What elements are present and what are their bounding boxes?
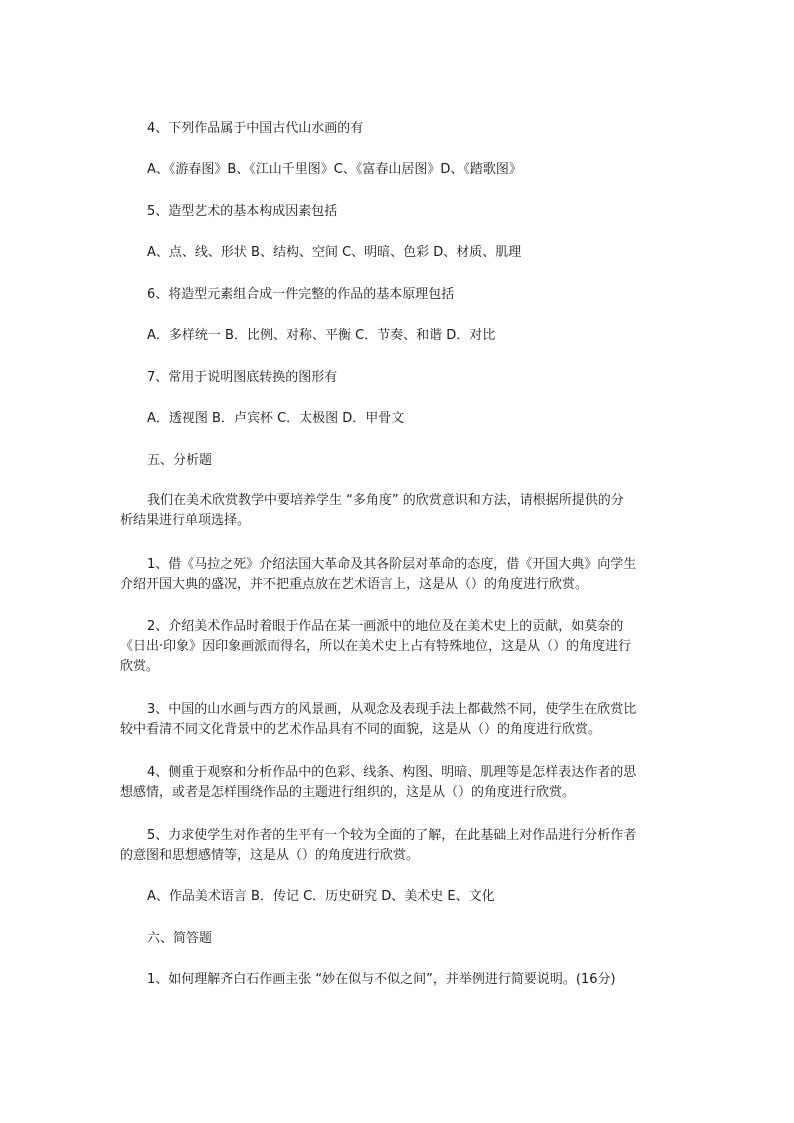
- analysis-item-4-line-1: 4、侧重于观察和分析作品中的色彩、线条、构图、明暗、肌理等是怎样表达作者的思: [147, 765, 637, 780]
- section-5-heading: 五、分析题: [147, 453, 213, 468]
- analysis-options: A、作品美术语言 B．传记 C．历史研究 D、美术史 E、文化: [147, 889, 495, 904]
- analysis-item-4-line-2: 想感情，或者是怎样围绕作品的主题进行组织的，这是从（）的角度进行欣赏。: [120, 785, 576, 800]
- analysis-item-3-line-2: 较中看清不同文化背景中的艺术作品具有不同的面貌，这是从（）的角度进行欣赏。: [120, 722, 602, 737]
- analysis-intro: [120, 491, 680, 531]
- analysis-item-1: [120, 555, 680, 595]
- analysis-item-4: [120, 763, 680, 803]
- analysis-item-2-line-1: 2、介绍美术作品时着眼于作品在某一画派中的地位及在美术史上的贡献，如莫奈的: [147, 619, 624, 634]
- analysis-item-1-line-1: 1、借《马拉之死》介绍法国大革命及其各阶层对革命的态度，借《开国大典》向学生: [147, 557, 637, 572]
- question-7-options: A．透视图 B．卢宾杯 C．太极图 D．甲骨文: [147, 411, 405, 426]
- analysis-item-3: [120, 700, 680, 740]
- question-6: 6、将造型元素组合成一件完整的作品的基本原理包括: [147, 287, 455, 302]
- question-6-options: A．多样统一 B．比例、对称、平衡 C．节奏、和谐 D．对比: [147, 328, 496, 343]
- analysis-item-2-line-3: 欣赏。: [120, 659, 160, 674]
- analysis-item-2-line-2: 《日出·印象》因印象画派而得名，所以在美术史上占有特殊地位，这是从（）的角度进行: [120, 639, 632, 654]
- analysis-item-1-line-2: 介绍开国大典的盛况，并不把重点放在艺术语言上，这是从（）的角度进行欣赏。: [120, 577, 589, 592]
- analysis-item-3-line-1: 3、中国的山水画与西方的风景画，从观念及表现手法上都截然不同，使学生在欣赏比: [147, 702, 637, 717]
- question-4: 4、下列作品属于中国古代山水画的有: [147, 121, 364, 136]
- question-5-options: A、点、线、形状 B、结构、空间 C、明暗、色彩 D、材质、肌理: [147, 245, 522, 260]
- analysis-item-2: [120, 617, 680, 677]
- short-answer-question-1: 1、如何理解齐白石作画主张 “妙在似与不似之间”，并举例进行简要说明。(16分): [147, 972, 616, 987]
- analysis-intro-line-2: 析结果进行单项选择。: [120, 513, 251, 528]
- analysis-item-5: [120, 826, 680, 866]
- analysis-item-5-line-1: 5、力求使学生对作者的生平有一个较为全面的了解，在此基础上对作品进行分析作者: [147, 828, 637, 843]
- question-4-options: A、《游春图》B、《江山千里图》C、《富春山居图》D、《踏歌图》: [147, 162, 522, 177]
- question-7: 7、常用于说明图底转换的图形有: [147, 370, 338, 385]
- analysis-item-5-line-2: 的意图和思想感情等，这是从（）的角度进行欣赏。: [120, 848, 420, 863]
- question-5: 5、造型艺术的基本构成因素包括: [147, 204, 338, 219]
- analysis-intro-line-1: 我们在美术欣赏教学中要培养学生 “多角度” 的欣赏意识和方法，请根据所提供的分: [147, 493, 624, 508]
- section-6-heading: 六、简答题: [147, 931, 213, 946]
